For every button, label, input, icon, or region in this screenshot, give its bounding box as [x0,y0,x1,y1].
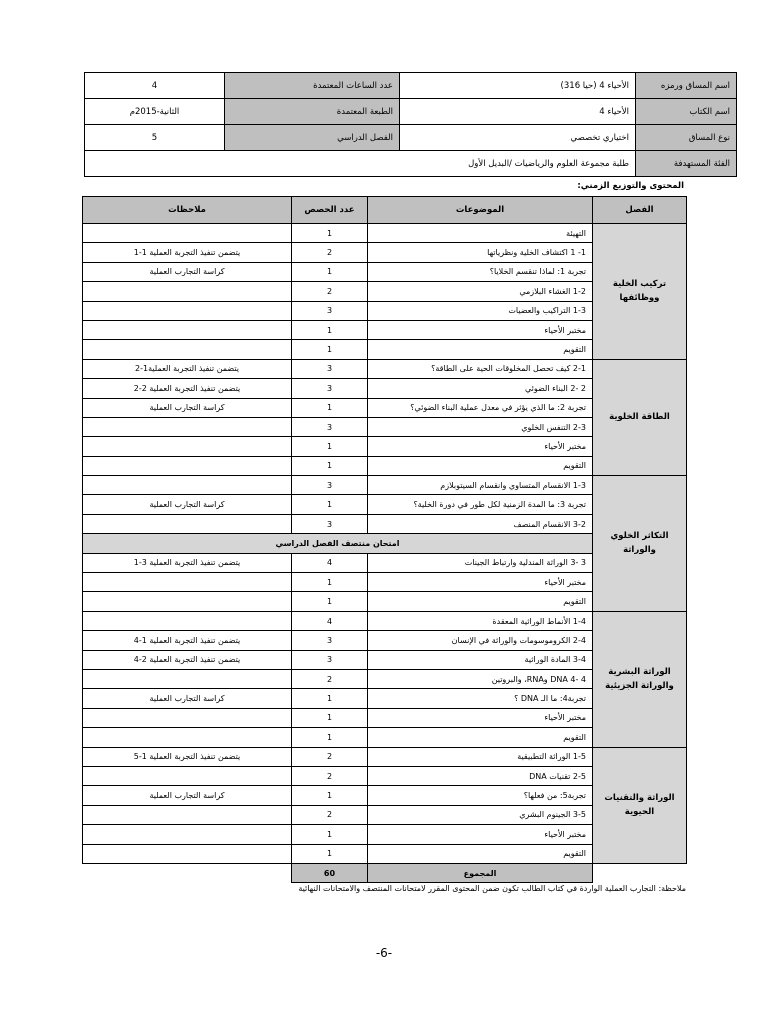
note-cell [83,805,292,824]
topic-cell: 1-4 الأنماط الوراثية المعقدة [368,611,593,630]
topic-cell: 1-5 الوراثة التطبيقية [368,747,593,766]
periods-cell: 1 [292,592,368,611]
topic-cell: 1- 1 اكتشاف الخلية ونظرياتها [368,243,593,262]
topic-cell: 2-5 تقنيات DNA [368,766,593,785]
periods-cell: 1 [292,456,368,475]
periods-cell: 3 [292,514,368,533]
note-cell [83,766,292,785]
topic-cell: مختبر الأحياء [368,437,593,456]
note-cell [83,417,292,436]
periods-cell: 2 [292,282,368,301]
note-cell: كراسة التجارب العملية [83,495,292,514]
periods-cell: 3 [292,417,368,436]
note-cell [83,224,292,243]
note-cell [83,669,292,688]
total-value: 60 [292,863,368,882]
periods-cell: 1 [292,825,368,844]
periods-cell: 2 [292,669,368,688]
topic-cell: 2 -2 البناء الضوئي [368,379,593,398]
topic-cell: 2-1 كيف تحصل المخلوقات الحية على الطاقة؟ [368,359,593,378]
periods-cell: 3 [292,379,368,398]
chapter-name: الوراثة البشرية والوراثة الجزيئية [593,611,687,747]
info-label: الفصل الدراسي [225,125,400,151]
table-row [83,224,687,243]
note-cell [83,825,292,844]
topic-cell: 1-3 الانقسام المتساوي وانقسام السيتوبلازم [368,476,593,495]
topic-cell: 2-4 الكروموسومات والوراثة في الإنسان [368,631,593,650]
note-cell [83,844,292,863]
header-notes: ملاحظات [83,197,292,224]
periods-cell: 3 [292,476,368,495]
info-label: الطبعة المعتمدة [225,99,400,125]
header-chapter: الفصل [593,197,687,224]
info-row [85,99,737,125]
topic-cell: 1-3 التراكيب والعضيات [368,301,593,320]
info-row [85,151,737,177]
blank-cell [83,863,292,882]
topic-cell: 3-2 الانقسام المنصف [368,514,593,533]
topic-cell: تجربة4: ما الـ DNA ؟ [368,689,593,708]
total-label: المجموع [368,863,593,882]
info-label: اسم الكتاب [636,99,737,125]
exam-label: امتحان منتصف الفصل الدراسي [83,534,593,553]
info-label: اسم المساق ورمزه [636,73,737,99]
periods-cell: 3 [292,650,368,669]
topic-cell: 3 -3 الوراثة المندلية وارتباط الجينات [368,553,593,572]
note-cell: يتضمن تنفيذ التجربة العملية 1-1 [83,243,292,262]
info-row [85,73,737,99]
chapter-name: التكاثر الخلوي والوراثة [593,476,687,612]
topic-cell: التقويم [368,592,593,611]
topic-cell: مختبر الأحياء [368,825,593,844]
periods-cell: 1 [292,786,368,805]
page-number: -6- [375,946,393,960]
topic-cell: 2-3 التنفس الخلوي [368,417,593,436]
topic-cell: التقويم [368,456,593,475]
chapter-name: الوراثة والتقنيات الحيوية [593,747,687,863]
info-label: الفئة المستهدفة [636,151,737,177]
note-cell [83,514,292,533]
periods-cell: 2 [292,747,368,766]
note-cell [83,456,292,475]
topic-cell: مختبر الأحياء [368,320,593,339]
footnote: ملاحظة: التجارب العملية الواردة في كتاب الطالب تكون ضمن المحتوى المقرر لامتحانات المنتصف والامتحانات النهائية [298,884,686,893]
periods-cell: 3 [292,359,368,378]
periods-cell: 2 [292,766,368,785]
chapter-name: الطاقة الخلوية [593,359,687,475]
note-cell [83,340,292,359]
note-cell [83,301,292,320]
table-row [83,611,687,630]
topic-cell: تجربة5: من فعلها؟ [368,786,593,805]
content-title: المحتوى والتوزيع الزمني: [577,181,684,191]
note-cell: كراسة التجارب العملية [83,398,292,417]
note-cell [83,320,292,339]
note-cell: يتضمن تنفيذ التجربة العملية 2-2 [83,379,292,398]
note-cell: كراسة التجارب العملية [83,786,292,805]
topic-cell: 3-5 الجينوم البشري [368,805,593,824]
info-value: الثانية-2015م [85,99,225,125]
table-row [83,359,687,378]
periods-cell: 1 [292,224,368,243]
periods-cell: 2 [292,805,368,824]
periods-cell: 1 [292,708,368,727]
topic-cell: تجربة 2: ما الذي يؤثر في معدل عملية البناء الضوئي؟ [368,398,593,417]
info-value: الأحياء 4 (حيا 316) [400,73,636,99]
topic-cell: التقويم [368,340,593,359]
periods-cell: 4 [292,553,368,572]
info-row [85,125,737,151]
topic-cell: 3-4 المادة الوراثية [368,650,593,669]
topic-cell: التقويم [368,844,593,863]
info-value: اختياري تخصصي [400,125,636,151]
note-cell: يتضمن تنفيذ التجربة العملية 1-4 [83,631,292,650]
info-value: 5 [85,125,225,151]
note-cell: يتضمن تنفيذ التجربة العملية1-2 [83,359,292,378]
topic-cell: 4 -4 DNA وRNA، والبروتين [368,669,593,688]
topic-cell: تجربة 3: ما المدة الزمنية لكل طور في دورة الخلية؟ [368,495,593,514]
info-value: 4 [85,73,225,99]
periods-cell: 4 [292,611,368,630]
note-cell [83,611,292,630]
note-cell: كراسة التجارب العملية [83,689,292,708]
topic-cell: مختبر الأحياء [368,573,593,592]
periods-cell: 2 [292,243,368,262]
periods-cell: 3 [292,301,368,320]
content-table [82,196,687,883]
periods-cell: 1 [292,340,368,359]
note-cell [83,728,292,747]
note-cell: كراسة التجارب العملية [83,262,292,281]
periods-cell: 1 [292,495,368,514]
info-value: طلبة مجموعة العلوم والرياضيات /البديل الأول [85,151,636,177]
periods-cell: 1 [292,320,368,339]
total-row [83,863,687,882]
periods-cell: 1 [292,689,368,708]
course-info-table [84,72,737,177]
table-row [83,476,687,495]
header-periods: عدد الحصص [292,197,368,224]
info-label: عدد الساعات المعتمدة [225,73,400,99]
topic-cell: 1-2 الغشاء البلازمي [368,282,593,301]
header-topics: الموضوعات [368,197,593,224]
chapter-name: تركيب الخلية ووظائفها [593,224,687,360]
blank-cell [593,863,687,882]
info-value: الأحياء 4 [400,99,636,125]
table-row [83,747,687,766]
note-cell [83,708,292,727]
periods-cell: 1 [292,398,368,417]
note-cell: يتضمن تنفيذ التجربة العملية 3-1 [83,553,292,572]
note-cell [83,476,292,495]
topic-cell: التهيئة [368,224,593,243]
periods-cell: 1 [292,262,368,281]
content-body [83,224,687,864]
periods-cell: 3 [292,631,368,650]
note-cell [83,573,292,592]
topic-cell: التقويم [368,728,593,747]
note-cell [83,282,292,301]
note-cell [83,592,292,611]
periods-cell: 1 [292,844,368,863]
note-cell: يتضمن تنفيذ التجربة العملية 2-4 [83,650,292,669]
content-header-row [83,197,687,224]
periods-cell: 1 [292,728,368,747]
info-label: نوع المساق [636,125,737,151]
periods-cell: 1 [292,437,368,456]
periods-cell: 1 [292,573,368,592]
note-cell: يتضمن تنفيذ التجربة العملية 1-5 [83,747,292,766]
topic-cell: مختبر الأحياء [368,708,593,727]
topic-cell: تجربة 1: لماذا تنقسم الخلايا؟ [368,262,593,281]
note-cell [83,437,292,456]
